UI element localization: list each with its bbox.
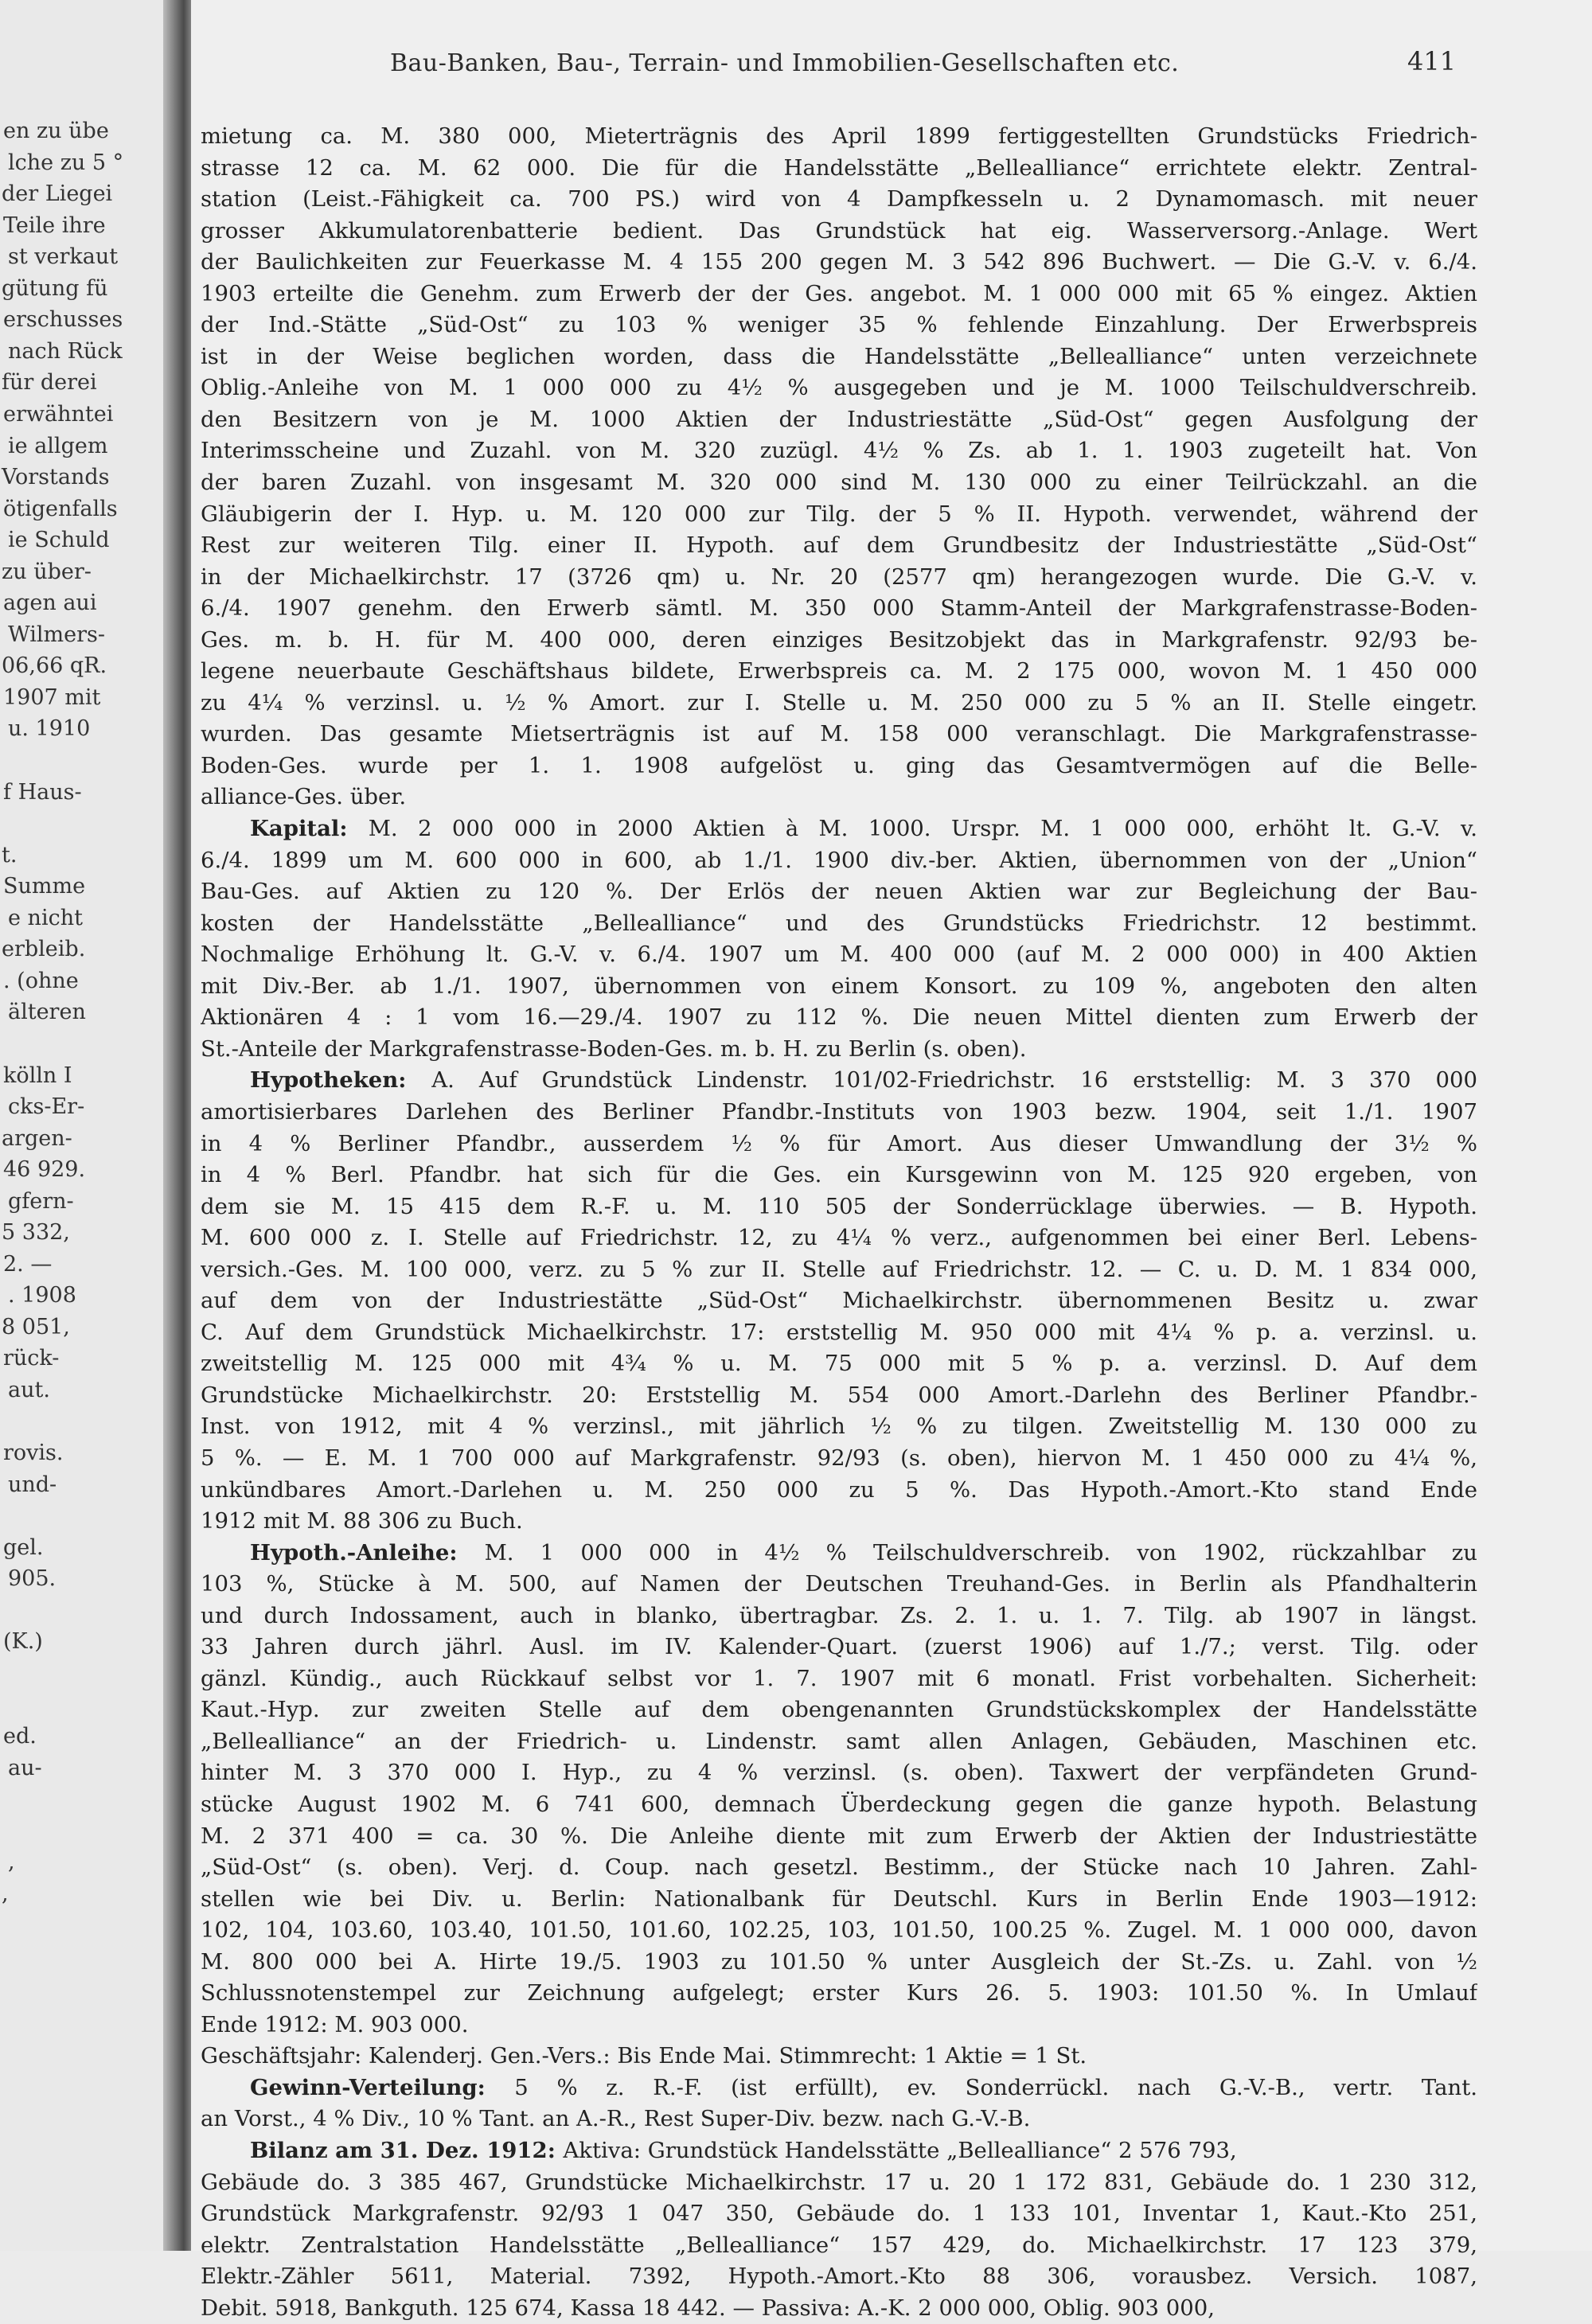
line-text: Schlussnotenstempel zur Zeichnung aufgelegt; erster Kurs 26. 5. 1903: 101.50 %. In Umlauf	[201, 1980, 1477, 2006]
left-page-fragment: 5 332,	[2, 1220, 70, 1246]
text-line	[201, 1254, 1477, 1286]
left-page-fragment: gütung fü	[2, 275, 108, 301]
running-header: Bau-Banken, Bau-, Terrain- und Immobilien-Gesellschaften etc.	[390, 49, 1180, 77]
line-text: gänzl. Kündig., auch Rückkauf selbst vor 1. 7. 1907 mit 6 monatl. Frist vorbehalten. Sicherheit:	[201, 1665, 1477, 1691]
text-line	[201, 1222, 1477, 1254]
line-text: legene neuerbaute Geschäftshaus bildete, Erwerbspreis ca. M. 2 175 000, wovon M. 1 450 000	[201, 658, 1477, 684]
line-text: A. Auf Grundstück Lindenstr. 101/02-Friedrichstr. 16 erststellig: M. 3 370 000	[431, 1067, 1477, 1094]
text-line	[201, 404, 1477, 436]
line-text: ist in der Weise beglichen worden, dass die Handelsstätte „Bellealliance“ unten verzeichnete	[201, 343, 1477, 369]
text-line	[201, 530, 1477, 562]
line-text: 1903 erteilte die Genehm. zum Erwerb der der Ges. angebot. M. 1 000 000 mit 65 % eingez. Aktien	[201, 280, 1477, 306]
left-page-fragment: Summe	[3, 874, 86, 899]
text-line	[201, 1757, 1477, 1789]
line-text: dem sie M. 15 415 dem R.-F. u. M. 110 505 der Sonderrücklage überwies. — B. Hypoth.	[201, 1193, 1477, 1219]
text-line	[201, 719, 1477, 751]
text-line	[201, 435, 1477, 467]
section-heading: Hypoth.-Anleihe:	[250, 1539, 485, 1566]
left-page-fragment: 46 929.	[3, 1157, 86, 1183]
left-page-fragment: kölln I	[3, 1063, 72, 1088]
text-line	[201, 1947, 1477, 1979]
adjacent-page-spine	[0, 0, 197, 2251]
left-page-fragment: erwähntei	[3, 401, 114, 427]
line-text: Ende 1912: M. 903 000.	[201, 2011, 469, 2037]
section-heading: Gewinn-Verteilung:	[250, 2074, 515, 2100]
line-text: Grundstücke Michaelkirchstr. 20: Erststellig M. 554 000 Amort.-Darlehn des Berliner Pfandbr.-	[201, 1382, 1477, 1408]
line-text: St.-Anteile der Markgrafenstrasse-Boden-Ges. m. b. H. zu Berlin (s. oben).	[201, 1035, 1027, 1062]
line-text: mietung ca. M. 380 000, Mieterträgnis des April 1899 fertiggestellten Grundstücks Friedrich-	[201, 123, 1477, 149]
text-line	[201, 2135, 1477, 2167]
left-page-fragment: ötigenfalls	[3, 496, 118, 521]
left-page-fragment: t.	[2, 842, 18, 868]
line-text: amortisierbares Darlehen des Berliner Pfandbr.-Instituts von 1903 bezw. 1904, seit 1./1. 1907	[201, 1098, 1477, 1125]
left-page-fragment: au-	[8, 1755, 42, 1780]
text-line	[201, 1002, 1477, 1034]
text-line	[201, 341, 1477, 373]
line-text: stücke August 1902 M. 6 741 600, demnach Überdeckung gegen die ganze hypoth. Belastung	[201, 1791, 1477, 1817]
line-text: Gebäude do. 3 385 467, Grundstücke Michaelkirchstr. 17 u. 20 1 172 831, Gebäude do. 1 230 312,	[201, 2169, 1477, 2195]
line-text: Inst. von 1912, mit 4 % verzinsl., mit jährlich ½ % zu tilgen. Zweitstellig M. 130 000 zu	[201, 1414, 1477, 1440]
text-line	[201, 279, 1477, 310]
text-line	[201, 562, 1477, 594]
text-line	[201, 625, 1477, 657]
text-line	[201, 1443, 1477, 1475]
line-text: Aktiva: Grundstück Handelsstätte „Bellealliance“ 2 576 793,	[563, 2138, 1237, 2163]
text-line	[201, 1538, 1477, 1569]
section-heading: Kapital:	[250, 816, 369, 842]
line-text: „Bellealliance“ an der Friedrich- u. Lindenstr. samt allen Anlagen, Gebäuden, Maschinen etc.	[201, 1728, 1477, 1754]
text-line	[201, 2261, 1477, 2293]
line-text: 5 % z. R.-F. (ist erfüllt), ev. Sonderrückl. nach G.-V.-B., vertr. Tant.	[514, 2074, 1477, 2100]
left-page-fragment: zu über-	[2, 559, 92, 584]
left-page-fragment: u. 1910	[8, 716, 91, 742]
text-line	[201, 876, 1477, 908]
text-line	[201, 813, 1477, 845]
line-text: stellen wie bei Div. u. Berlin: Nationalbank für Deutschl. Kurs in Berlin Ende 1903—1912:	[201, 1885, 1477, 1912]
line-text: 103 %, Stücke à M. 500, auf Namen der Deutschen Treuhand-Ges. in Berlin als Pfandhalterin	[201, 1571, 1477, 1597]
text-line	[201, 1632, 1477, 1663]
text-line	[201, 1915, 1477, 1947]
text-line	[201, 184, 1477, 216]
line-text: Interimsscheine und Zuzahl. von M. 320 zuzügl. 4½ % Zs. ab 1. 1. 1903 zugeteilt hat. Von	[201, 438, 1477, 464]
left-page-fragment: Wilmers-	[8, 622, 106, 647]
left-page-fragment: gfern-	[8, 1188, 74, 1214]
line-text: auf dem von der Industriestätte „Süd-Ost“ Michaelkirchstr. übernommenen Besitz u. zwar	[201, 1288, 1477, 1314]
text-line	[201, 656, 1477, 688]
left-page-fragment: 905.	[8, 1566, 57, 1592]
text-line	[201, 247, 1477, 279]
text-line	[201, 2167, 1477, 2199]
text-line	[201, 1160, 1477, 1191]
line-text: wurden. Das gesamte Mietserträgnis ist auf M. 158 000 veranschlagt. Die Markgrafenstrasse-	[201, 721, 1477, 747]
text-line	[201, 372, 1477, 404]
line-text: Nochmalige Erhöhung lt. G.-V. v. 6./4. 1907 um M. 400 000 (auf M. 2 000 000) in 400 Aktien	[201, 942, 1477, 968]
line-text: zweitstellig M. 125 000 mit 4¾ % u. M. 75 000 mit 5 % p. a. verzinsl. D. Auf dem	[201, 1351, 1477, 1377]
line-text: der Ind.-Stätte „Süd-Ost“ zu 103 % weniger 35 % fehlende Einzahlung. Der Erwerbspreis	[201, 312, 1477, 338]
text-line	[201, 845, 1477, 877]
line-text: hinter M. 3 370 000 I. Hyp., zu 4 % verzinsl. (s. oben). Taxwert der verpfändeten Grund-	[201, 1760, 1477, 1786]
left-page-fragment: 2. —	[3, 1251, 53, 1277]
line-text: 102, 104, 103.60, 103.40, 101.50, 101.60, 102.25, 103, 101.50, 100.25 %. Zugel. M. 1 000 000, davon	[201, 1917, 1477, 1944]
text-line	[201, 1726, 1477, 1758]
line-text: Rest zur weiteren Tilg. einer II. Hypoth. auf dem Grundbesitz der Industriestätte „Süd-Ost“	[201, 532, 1477, 559]
line-text: der baren Zuzahl. von insgesamt M. 320 000 sind M. 130 000 zu einer Teilrückzahl. an die	[201, 470, 1477, 496]
line-text: M. 2 371 400 = ca. 30 %. Die Anleihe diente mit zum Erwerb der Aktien der Industriestätte	[201, 1823, 1477, 1849]
left-page-fragment: nach Rück	[8, 338, 123, 364]
text-line	[201, 939, 1477, 971]
line-text: Bau-Ges. auf Aktien zu 120 %. Der Erlös der neuen Aktien war zur Begleichung der Bau-	[201, 879, 1477, 905]
text-line	[201, 593, 1477, 625]
left-page-fragment: . 1908	[8, 1283, 76, 1308]
line-text: mit Div.-Ber. ab 1./1. 1907, übernommen von einem Konsort. zu 109 %, angeboten den alten	[201, 973, 1477, 999]
line-text: elektr. Zentralstation Handelsstätte „Bellealliance“ 157 429, do. Michaelkirchstr. 17 123 379,	[201, 2232, 1477, 2258]
left-page-fragment: 8 051,	[2, 1314, 70, 1339]
text-line	[201, 1191, 1477, 1223]
line-text: Geschäftsjahr: Kalenderj. Gen.-Vers.: Bis Ende Mai. Stimmrecht: 1 Aktie = 1 St.	[201, 2043, 1087, 2069]
text-line	[201, 1034, 1477, 1066]
left-page-fragment: Vorstands	[2, 465, 110, 490]
line-text: M. 2 000 000 in 2000 Aktien à M. 1000. Urspr. M. 1 000 000, erhöht lt. G.-V. v.	[368, 816, 1477, 842]
line-text: den Besitzern von je M. 1000 Aktien der Industriestätte „Süd-Ost“ gegen Ausfolgung der	[201, 406, 1477, 432]
body-text	[201, 121, 1477, 2324]
text-line	[201, 1065, 1477, 1097]
text-line	[201, 1789, 1477, 1821]
left-page-fragment: ie Schuld	[8, 528, 110, 553]
text-line	[201, 2010, 1477, 2041]
line-text: 5 %. — E. M. 1 700 000 auf Markgrafenstr. 92/93 (s. oben), hiervon M. 1 450 000 zu 4¼ %,	[201, 1445, 1477, 1471]
line-text: Gläubigerin der I. Hyp. u. M. 120 000 zur Tilg. der 5 % II. Hypoth. verwendet, während der	[201, 501, 1477, 527]
left-page-fragment: 06,66 qR.	[2, 653, 107, 679]
line-text: Elektr.-Zähler 5611, Material. 7392, Hypoth.-Amort.-Kto 88 306, vorausbez. Versich. 1087,	[201, 2264, 1477, 2290]
section-heading: Hypotheken:	[250, 1067, 432, 1094]
text-line	[201, 1694, 1477, 1726]
left-page-fragment: lche zu 5 °	[8, 150, 124, 175]
line-text: Kaut.-Hyp. zur zweiten Stelle auf dem obengenannten Grundstückskomplex der Handelsstätte	[201, 1697, 1477, 1723]
text-line	[201, 1601, 1477, 1632]
line-text: in 4 % Berl. Pfandbr. hat sich für die Ges. ein Kursgewinn von M. 125 920 ergeben, von	[201, 1162, 1477, 1188]
text-line	[201, 751, 1477, 782]
left-page-fragment: ,	[8, 1850, 15, 1875]
left-page-fragment: e nicht	[8, 905, 83, 930]
text-line	[201, 499, 1477, 531]
line-text: versich.-Ges. M. 100 000, verz. zu 5 % zur II. Stelle auf Friedrichstr. 12. — C. u. D. M. 1 834 000,	[201, 1256, 1477, 1282]
line-text: an Vorst., 4 % Div., 10 % Tant. an A.-R., Rest Super-Div. bezw. nach G.-V.-B.	[201, 2106, 1031, 2132]
left-page-fragment: gel.	[3, 1534, 44, 1560]
text-line	[201, 467, 1477, 499]
left-page-fragment: ,	[2, 1881, 9, 1906]
text-line	[201, 2230, 1477, 2262]
text-line	[201, 2293, 1477, 2324]
text-line	[201, 2072, 1477, 2104]
line-text: unkündbares Amort.-Darlehen u. M. 250 000 zu 5 %. Das Hypoth.-Amort.-Kto stand Ende	[201, 1476, 1477, 1503]
text-line	[201, 908, 1477, 940]
section-heading: Bilanz am 31. Dez. 1912:	[250, 2138, 564, 2163]
line-text: 6./4. 1899 um M. 600 000 in 600, ab 1./1. 1900 div.-ber. Aktien, übernommen von der „Union“	[201, 847, 1477, 873]
page-number: 411	[1407, 46, 1457, 76]
text-line	[201, 1475, 1477, 1507]
document-page	[191, 0, 1592, 2321]
line-text: Grundstück Markgrafenstr. 92/93 1 047 350, Gebäude do. 1 133 101, Inventar 1, Kaut.-Kto 251,	[201, 2201, 1477, 2227]
line-text: M. 800 000 bei A. Hirte 19./5. 1903 zu 101.50 % unter Ausgleich der St.-Zs. u. Zahl. von ½	[201, 1948, 1477, 1975]
left-page-fragment: (K.)	[3, 1629, 43, 1655]
text-line	[201, 1506, 1477, 1538]
text-line	[201, 1978, 1477, 2010]
line-text: „Süd-Ost“ (s. oben). Verj. d. Coup. nach gesetzl. Bestimm., der Stücke nach 10 Jahren. Zahl-	[201, 1854, 1477, 1881]
left-page-fragment: en zu übe	[3, 119, 109, 143]
text-line	[201, 153, 1477, 185]
text-line	[201, 2198, 1477, 2230]
text-line	[201, 2104, 1477, 2135]
text-line	[201, 1663, 1477, 1695]
left-page-fragment: der Liegei	[2, 181, 113, 207]
text-line	[201, 1884, 1477, 1916]
text-line	[201, 1411, 1477, 1443]
line-text: 33 Jahren durch jährl. Ausl. im IV. Kalender-Quart. (zuerst 1906) auf 1./7.; verst. Tilg. oder	[201, 1634, 1477, 1660]
left-page-fragment: älteren	[8, 1000, 86, 1025]
line-text: kosten der Handelsstätte „Bellealliance“ und des Grundstücks Friedrichstr. 12 bestimmt.	[201, 910, 1477, 936]
line-text: grosser Akkumulatorenbatterie bedient. Das Grundstück hat eig. Wasserversorg.-Anlage. Wert	[201, 217, 1477, 244]
line-text: zu 4¼ % verzinsl. u. ½ % Amort. zur I. Stelle u. M. 250 000 zu 5 % an II. Stelle eingetr.	[201, 689, 1477, 716]
left-page-fragment: erbleib.	[2, 937, 86, 962]
left-page-fragment: st verkaut	[8, 244, 119, 270]
text-line	[201, 2041, 1477, 2072]
text-line	[201, 1380, 1477, 1412]
left-page-fragment: agen aui	[3, 591, 97, 616]
text-line	[201, 971, 1477, 1003]
text-line	[201, 216, 1477, 248]
left-page-fragment: f Haus-	[3, 779, 82, 805]
left-page-fragment: ed.	[3, 1724, 37, 1749]
text-line	[201, 1097, 1477, 1129]
line-text: in der Michaelkirchstr. 17 (3726 qm) u. Nr. 20 (2577 qm) herangezogen wurde. Die G.-V. v.	[201, 563, 1477, 590]
text-line	[201, 1852, 1477, 1884]
left-page-fragment: rück-	[3, 1346, 60, 1371]
left-page-fragment: aut.	[8, 1378, 50, 1402]
left-page-fragment: für derei	[2, 370, 97, 396]
line-text: und durch Indossament, auch in blanko, übertragbar. Zs. 2. 1. u. 1. 7. Tilg. ab 1907 in längst.	[201, 1602, 1477, 1628]
line-text: Aktionären 4 : 1 vom 16.—29./4. 1907 zu 112 %. Die neuen Mittel dienten zum Erwerb der	[201, 1004, 1477, 1031]
left-page-fragment: Teile ihre	[3, 213, 106, 238]
text-line	[201, 782, 1477, 813]
left-page-fragment: 1907 mit	[3, 684, 101, 710]
left-page-fragment: rovis.	[3, 1441, 64, 1466]
left-page-fragment: ie allgem	[8, 433, 108, 458]
line-text: Ges. m. b. H. für M. 400 000, deren einziges Besitzobjekt das in Markgrafenstr. 92/93 be-	[201, 626, 1477, 653]
line-text: strasse 12 ca. M. 62 000. Die für die Handelsstätte „Bellealliance“ errichtete elektr. Zentral-	[201, 154, 1477, 181]
line-text: C. Auf dem Grundstück Michaelkirchstr. 17: erststellig M. 950 000 mit 4¼ % p. a. verzinsl. u.	[201, 1319, 1477, 1345]
line-text: 1912 mit M. 88 306 zu Buch.	[201, 1508, 523, 1534]
line-text: M. 600 000 z. I. Stelle auf Friedrichstr. 12, zu 4¼ % verz., aufgenommen bei einer Berl. Lebens-	[201, 1225, 1477, 1251]
text-line	[201, 1285, 1477, 1317]
line-text: alliance-Ges. über.	[201, 784, 407, 810]
line-text: Oblig.-Anleihe von M. 1 000 000 zu 4½ % ausgegeben und je M. 1000 Teilschuldverschreib.	[201, 375, 1477, 401]
line-text: Debit. 5918, Bankguth. 125 674, Kassa 18 442. — Passiva: A.-K. 2 000 000, Oblig. 903 000,	[201, 2295, 1215, 2321]
left-page-fragment: . (ohne	[3, 968, 79, 993]
left-page-fragment: und-	[8, 1472, 57, 1497]
text-line	[201, 1348, 1477, 1380]
text-line	[201, 688, 1477, 719]
line-text: der Baulichkeiten zur Feuerkasse M. 4 155 200 gegen M. 3 542 896 Buchwert. — Die G.-V. v. 6./4.	[201, 249, 1477, 275]
left-page-fragment: cks-Er-	[8, 1094, 85, 1120]
left-page-fragment: erschusses	[3, 307, 123, 333]
text-line	[201, 1821, 1477, 1853]
text-line	[201, 310, 1477, 341]
text-line	[201, 1317, 1477, 1349]
text-line	[201, 121, 1477, 153]
text-line	[201, 1569, 1477, 1601]
line-text: 6./4. 1907 genehm. den Erwerb sämtl. M. 350 000 Stamm-Anteil der Markgrafenstrasse-Boden-	[201, 595, 1477, 622]
line-text: Boden-Ges. wurde per 1. 1. 1908 aufgelöst u. ging das Gesamtvermögen auf die Belle-	[201, 752, 1477, 778]
line-text: in 4 % Berliner Pfandbr., ausserdem ½ % für Amort. Aus dieser Umwandlung der 3½ %	[201, 1130, 1477, 1156]
line-text: M. 1 000 000 in 4½ % Teilschuldverschreib. von 1902, rückzahlbar zu	[484, 1539, 1477, 1566]
line-text: station (Leist.-Fähigkeit ca. 700 PS.) wird von 4 Dampfkesseln u. 2 Dynamomasch. mit neuer	[201, 186, 1477, 213]
left-page-fragment: argen-	[2, 1125, 72, 1151]
text-line	[201, 1129, 1477, 1160]
